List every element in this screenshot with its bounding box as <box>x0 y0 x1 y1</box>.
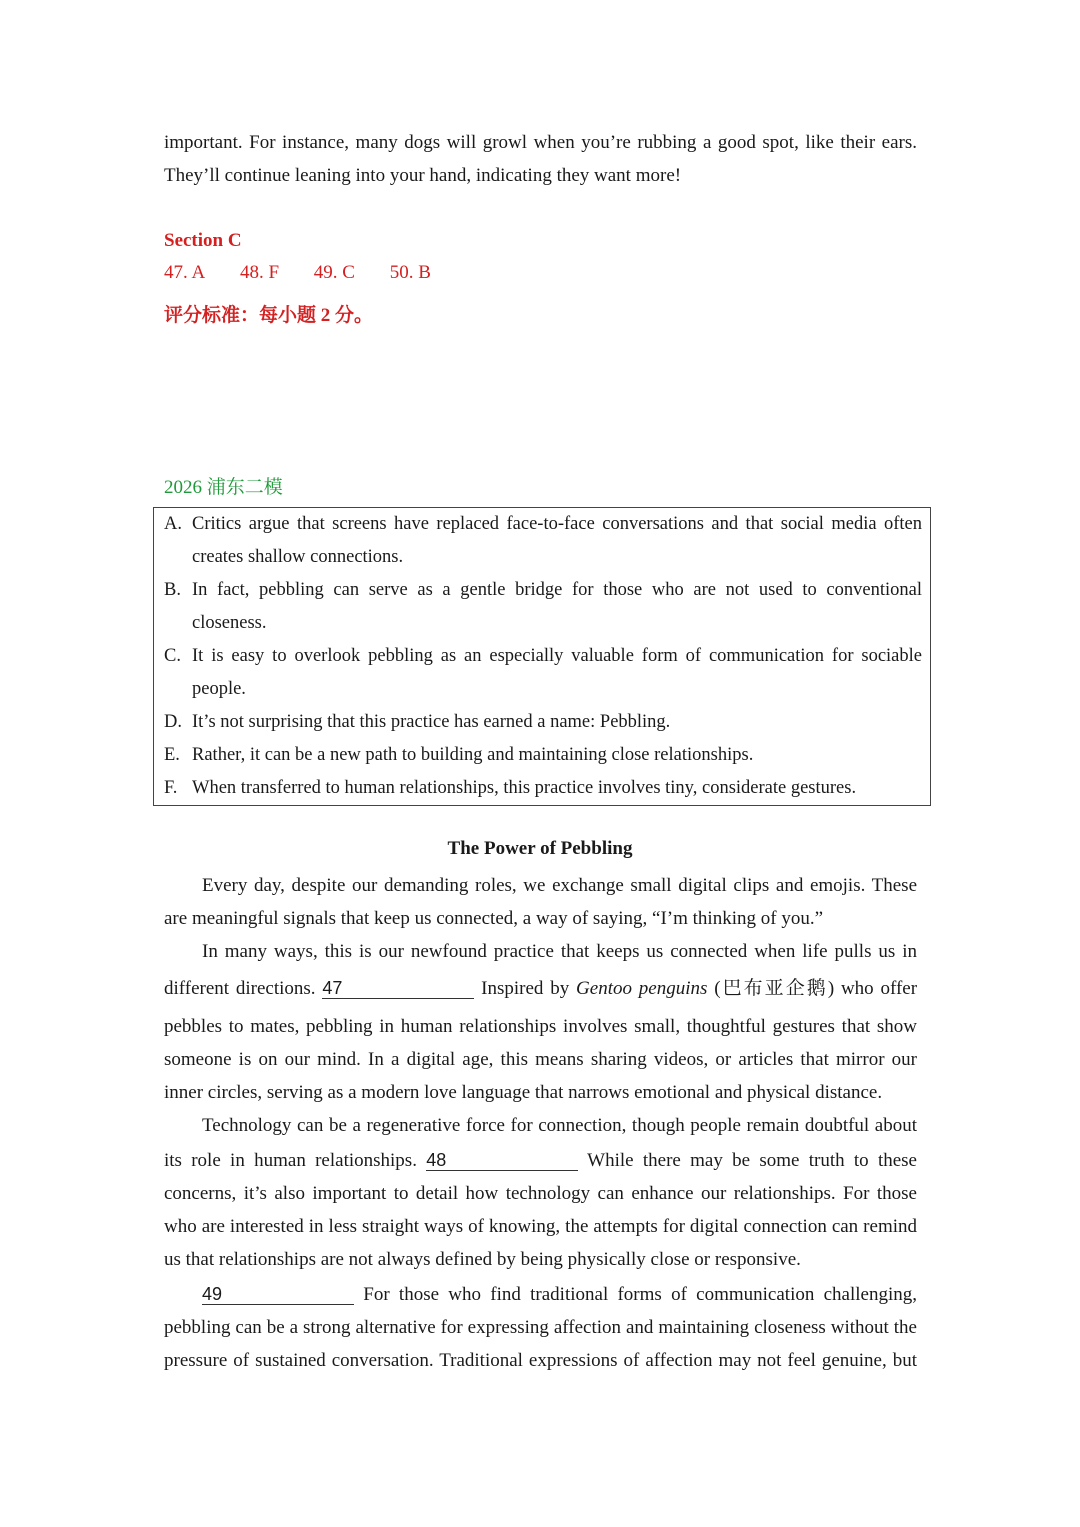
paragraph-3-line-1: Technology can be a regenerative force for connection, though people remain doubtful about <box>202 1115 917 1136</box>
section-c-heading: Section C <box>164 230 242 251</box>
intro-line-2: They’ll continue leaning into your hand, indicating they want more! <box>164 165 682 186</box>
paragraph-3-line-5: us that relationships are not always defined by being physically close or responsive. <box>164 1249 801 1270</box>
option-text: It’s not surprising that this practice has earned a name: Pebbling. <box>192 712 671 732</box>
text-segment: For those who find traditional forms of communication challenging, <box>363 1284 917 1305</box>
blank-48: 48 <box>426 1150 578 1171</box>
option-letter: E. <box>164 745 180 765</box>
blank-47: 47 <box>322 978 474 999</box>
option-text: It is easy to overlook pebbling as an especially valuable form of communication for sociable <box>192 646 922 666</box>
option-letter: C. <box>164 646 181 666</box>
paragraph-2-line-4: someone is on our mind. In a digital age, this means sharing videos, or articles that mirror our <box>164 1049 917 1070</box>
paragraph-2-line-1: In many ways, this is our newfound practice that keeps us connected when life pulls us in <box>202 941 917 962</box>
option-letter: F. <box>164 778 178 798</box>
option-text: In fact, pebbling can serve as a gentle bridge for those who are not used to conventional <box>192 580 922 600</box>
paragraph-1-line-1: Every day, despite our demanding roles, we exchange small digital clips and emojis. These <box>202 875 917 896</box>
option-text-continued: closeness. <box>192 613 267 633</box>
option-text: Critics argue that screens have replaced face-to-face conversations and that social media often <box>192 514 922 534</box>
text-segment: Inspired by <box>481 978 570 999</box>
answer-48: 48. F <box>239 262 280 283</box>
text-segment: (巴布亚企鹅) who offer <box>714 978 918 999</box>
paragraph-2-line-3: pebbles to mates, pebbling in human relationships involves small, thoughtful gestures that show <box>164 1016 917 1037</box>
answer-49: 49. C <box>313 262 355 283</box>
option-text: Rather, it can be a new path to building and maintaining close relationships. <box>192 745 754 765</box>
paragraph-4-line-3: pressure of sustained conversation. Traditional expressions of affection may not feel genuine, but <box>164 1350 917 1371</box>
paragraph-2-line-2 <box>164 972 917 1005</box>
answer-key <box>164 262 461 284</box>
option-text-continued: creates shallow connections. <box>192 547 404 567</box>
option-letter: D. <box>164 712 182 732</box>
paragraph-4-line-1 <box>202 1278 917 1311</box>
paragraph-3-line-2 <box>164 1144 917 1177</box>
exam-label: 2026 浦东二模 <box>164 477 283 498</box>
option-text: When transferred to human relationships, this practice involves tiny, considerate gestures. <box>192 778 857 798</box>
text-segment: its role in human relationships. <box>164 1150 417 1171</box>
paragraph-1-line-2: are meaningful signals that keep us connected, a way of saying, “I’m thinking of you.” <box>164 908 823 929</box>
blank-49: 49 <box>202 1284 354 1305</box>
paragraph-3-line-3: concerns, it’s also important to detail how technology can enhance our relationships. For those <box>164 1183 917 1204</box>
intro-line-1: important. For instance, many dogs will growl when you’re rubbing a good spot, like their ears. <box>164 132 917 153</box>
italic-species-name: Gentoo penguins <box>576 978 708 999</box>
options-box <box>153 507 931 806</box>
passage-title: The Power of Pebbling <box>447 838 633 859</box>
option-letter: B. <box>164 580 181 600</box>
text-segment: While there may be some truth to these <box>587 1150 917 1171</box>
answer-47: 47. A <box>164 262 206 283</box>
paragraph-3-line-4: who are interested in less straight ways of knowing, the attempts for digital connection can remind <box>164 1216 917 1237</box>
paragraph-2-line-5: inner circles, serving as a modern love language that narrows emotional and physical distance. <box>164 1082 883 1103</box>
paragraph-4-line-2: pebbling can be a strong alternative for expressing affection and maintaining closeness without the <box>164 1317 917 1338</box>
option-letter: A. <box>164 514 182 534</box>
option-text-continued: people. <box>192 679 246 699</box>
answer-50: 50. B <box>389 262 431 283</box>
scoring-standard: 评分标准：每小题 2 分。 <box>164 305 374 326</box>
text-segment: different directions. <box>164 978 316 999</box>
